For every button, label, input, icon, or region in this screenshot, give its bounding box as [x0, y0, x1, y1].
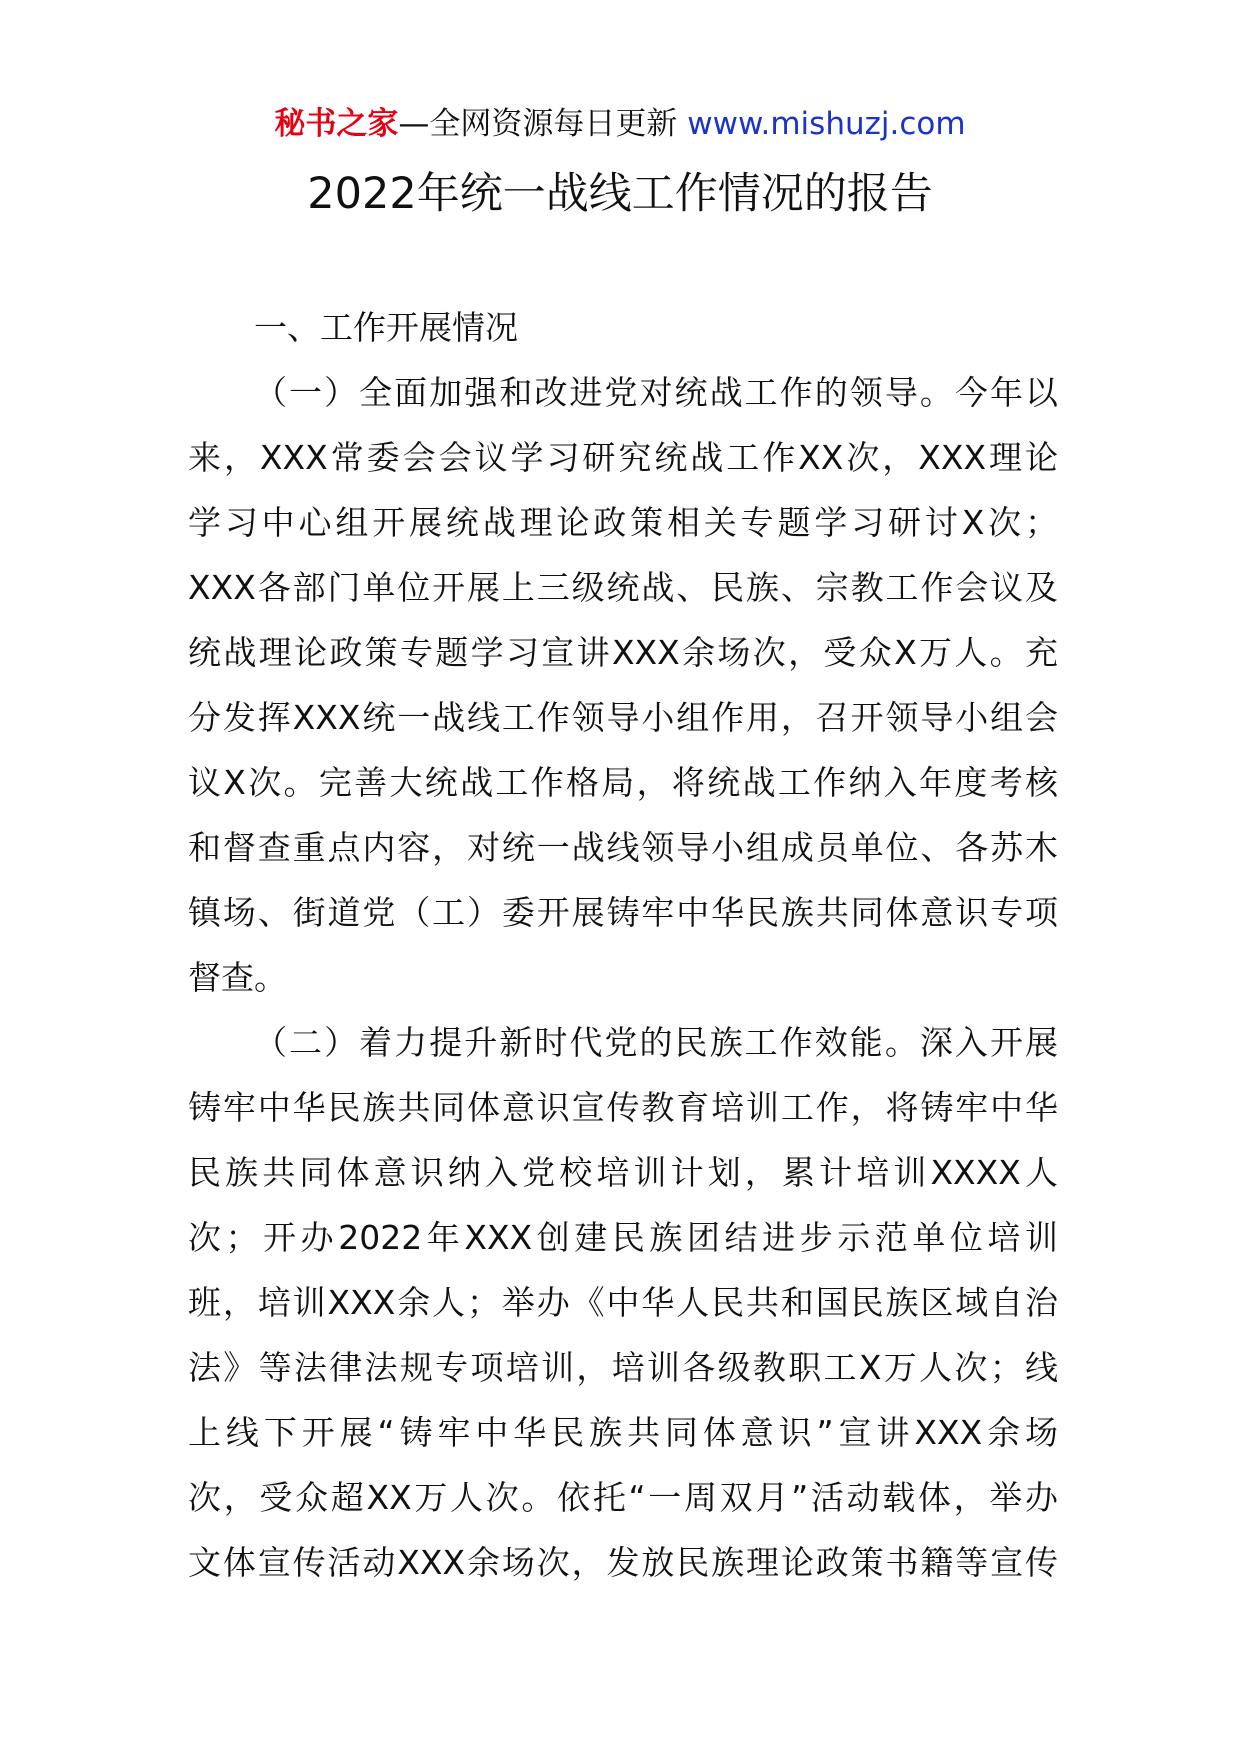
paragraph-line: 次；开办2022年XXX创建民族团结进步示范单位培训: [188, 1218, 1058, 1257]
paragraph-line: 镇场、街道党（工）委开展铸牢中华民族共同体意识专项: [188, 893, 1058, 932]
paragraph-line: 议X次。完善大统战工作格局，将统战工作纳入年度考核: [188, 763, 1058, 802]
paragraph-line: （二）着力提升新时代党的民族工作效能。深入开展: [254, 1023, 1058, 1062]
paragraph-line: （一）全面加强和改进党对统战工作的领导。今年以: [254, 373, 1058, 412]
paragraph-line: 班，培训XXX余人；举办《中华人民共和国民族区域自治: [188, 1283, 1058, 1322]
site-brand: 秘书之家: [274, 106, 399, 142]
paragraph-line: XXX各部门单位开展上三级统战、民族、宗教工作会议及: [188, 568, 1058, 607]
paragraph-line: 上线下开展“铸牢中华民族共同体意识”宣讲XXX余场: [188, 1413, 1058, 1452]
paragraph-line: 次，受众超XX万人次。依托“一周双月”活动载体，举办: [188, 1478, 1058, 1517]
document-title: 2022年统一战线工作情况的报告: [307, 169, 933, 219]
site-tagline: —全网资源每日更新: [398, 106, 678, 142]
site-header: [0, 104, 1240, 144]
paragraph-line: 来，XXX常委会会议学习研究统战工作XX次，XXX理论: [188, 438, 1058, 477]
paragraph-line: 和督查重点内容，对统一战线领导小组成员单位、各苏木: [188, 828, 1058, 867]
paragraph-line: 法》等法律法规专项培训，培训各级教职工X万人次；线: [188, 1348, 1058, 1387]
paragraph-line: 铸牢中华民族共同体意识宣传教育培训工作，将铸牢中华: [188, 1088, 1058, 1127]
site-url-link[interactable]: www.mishuzj.com: [687, 106, 966, 142]
paragraph-line: 分发挥XXX统一战线工作领导小组作用，召开领导小组会: [188, 698, 1058, 737]
paragraph-line: 文体宣传活动XXX余场次，发放民族理论政策书籍等宣传: [188, 1543, 1058, 1582]
paragraph-line: 学习中心组开展统战理论政策相关专题学习研讨X次；: [188, 503, 1058, 542]
paragraph-line: 民族共同体意识纳入党校培训计划，累计培训XXXX人: [188, 1153, 1058, 1192]
document-body: [188, 295, 1058, 1595]
paragraph-line: 督查。: [188, 958, 287, 997]
paragraph-line: 一、工作开展情况: [254, 308, 518, 347]
paragraph-line: 统战理论政策专题学习宣讲XXX余场次，受众X万人。充: [188, 633, 1058, 672]
